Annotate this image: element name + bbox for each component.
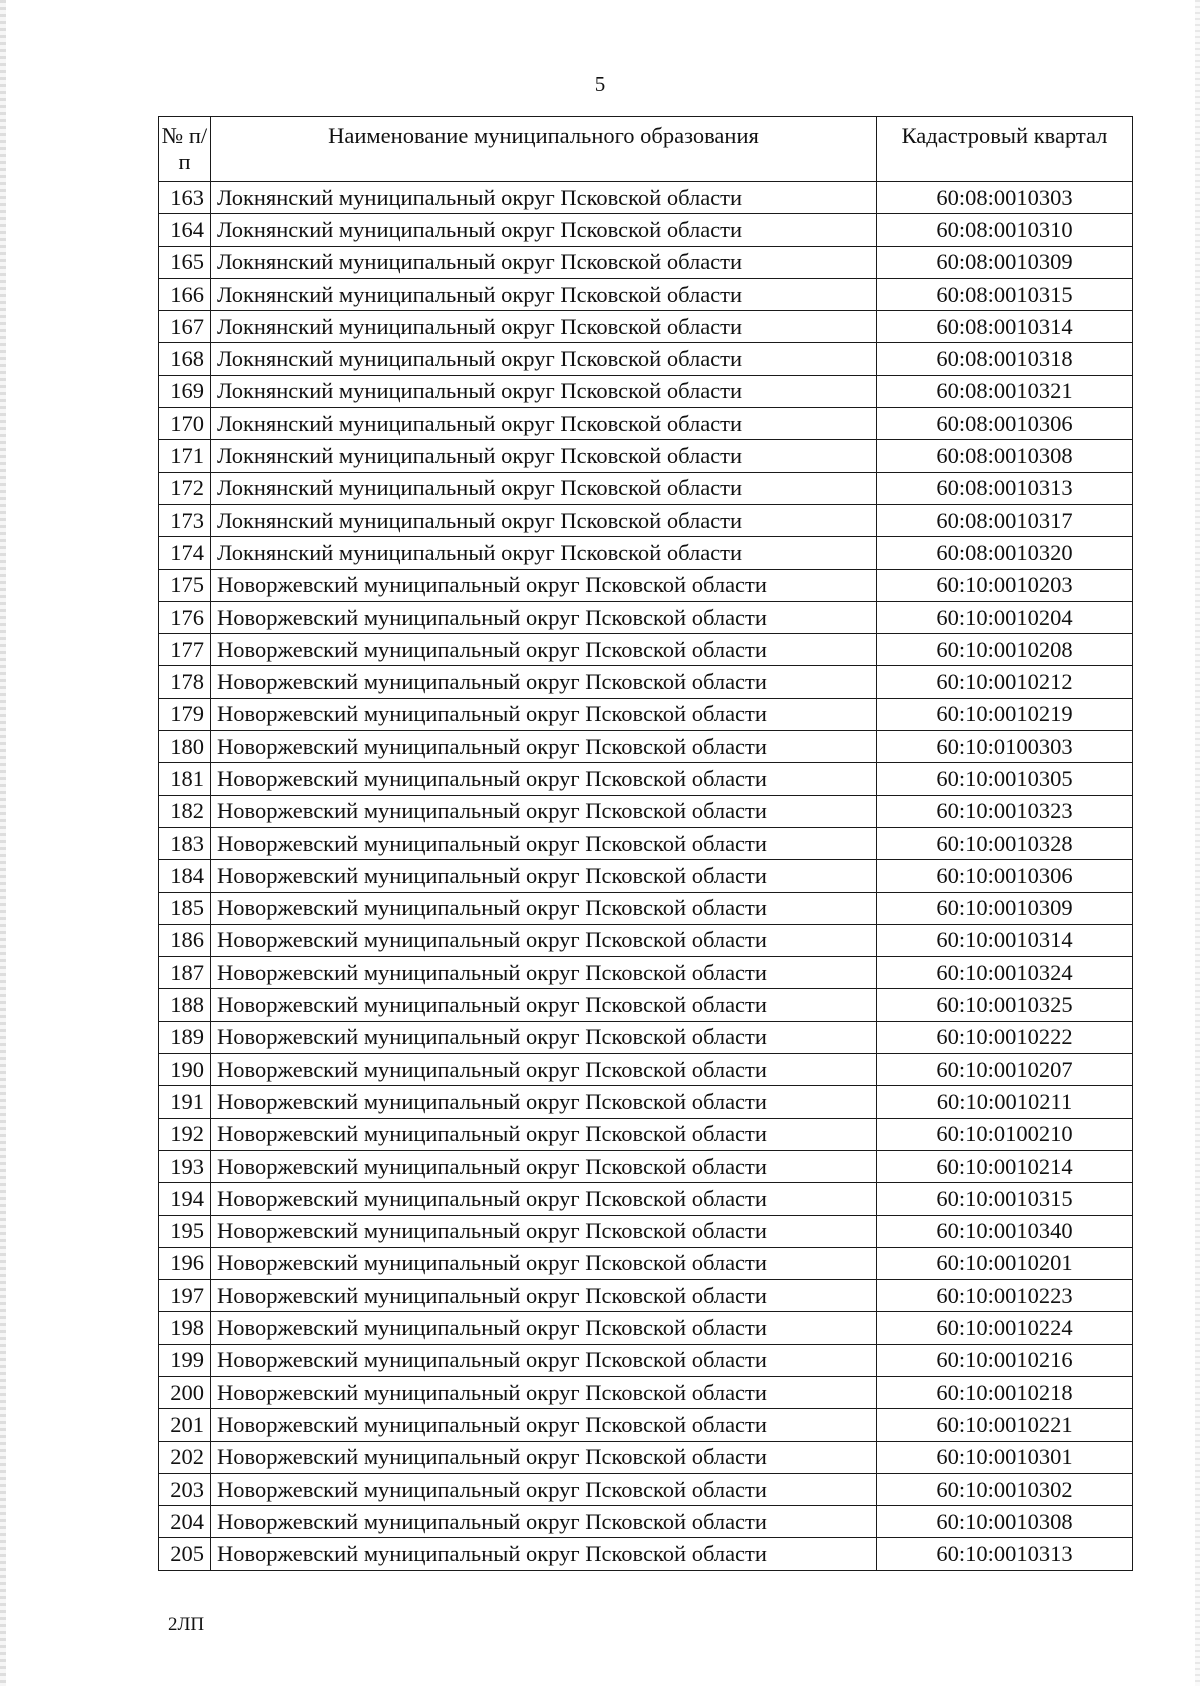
municipality-name: Новоржевский муниципальный округ Псковской области bbox=[211, 892, 877, 924]
cadastral-quarter: 60:10:0010313 bbox=[877, 1538, 1133, 1570]
row-number: 202 bbox=[159, 1441, 211, 1473]
row-number: 177 bbox=[159, 634, 211, 666]
municipality-name: Новоржевский муниципальный округ Псковской области bbox=[211, 1247, 877, 1279]
cadastral-quarter: 60:10:0010224 bbox=[877, 1312, 1133, 1344]
municipality-name: Новоржевский муниципальный округ Псковской области bbox=[211, 1215, 877, 1247]
cadastral-quarter: 60:10:0010323 bbox=[877, 795, 1133, 827]
cadastral-quarter: 60:08:0010308 bbox=[877, 440, 1133, 472]
table-row bbox=[159, 214, 1133, 246]
table-row bbox=[159, 892, 1133, 924]
table-row bbox=[159, 182, 1133, 214]
table-row bbox=[159, 1086, 1133, 1118]
header-number: № п/п bbox=[159, 117, 211, 182]
table-row bbox=[159, 634, 1133, 666]
municipality-name: Новоржевский муниципальный округ Псковской области bbox=[211, 698, 877, 730]
municipality-name: Новоржевский муниципальный округ Псковской области bbox=[211, 924, 877, 956]
cadastral-quarter: 60:08:0010310 bbox=[877, 214, 1133, 246]
table-row bbox=[159, 795, 1133, 827]
table-row bbox=[159, 1215, 1133, 1247]
row-number: 175 bbox=[159, 569, 211, 601]
cadastral-quarter: 60:10:0010340 bbox=[877, 1215, 1133, 1247]
municipality-name: Новоржевский муниципальный округ Псковской области bbox=[211, 860, 877, 892]
cadastral-quarter: 60:10:0010216 bbox=[877, 1344, 1133, 1376]
municipality-name: Локнянский муниципальный округ Псковской области bbox=[211, 182, 877, 214]
cadastral-quarter: 60:10:0010201 bbox=[877, 1247, 1133, 1279]
table-row bbox=[159, 924, 1133, 956]
table-row bbox=[159, 957, 1133, 989]
municipality-name: Новоржевский муниципальный округ Псковской области bbox=[211, 1086, 877, 1118]
row-number: 188 bbox=[159, 989, 211, 1021]
row-number: 191 bbox=[159, 1086, 211, 1118]
municipality-name: Локнянский муниципальный округ Псковской области bbox=[211, 408, 877, 440]
municipality-name: Новоржевский муниципальный округ Псковской области bbox=[211, 989, 877, 1021]
table-row bbox=[159, 1247, 1133, 1279]
table-row bbox=[159, 504, 1133, 536]
cadastral-quarter: 60:08:0010303 bbox=[877, 182, 1133, 214]
row-number: 169 bbox=[159, 375, 211, 407]
municipality-name: Новоржевский муниципальный округ Псковской области bbox=[211, 1441, 877, 1473]
table-row bbox=[159, 1376, 1133, 1408]
municipality-name: Новоржевский муниципальный округ Псковской области bbox=[211, 1054, 877, 1086]
table-row bbox=[159, 1506, 1133, 1538]
row-number: 192 bbox=[159, 1118, 211, 1150]
row-number: 204 bbox=[159, 1506, 211, 1538]
cadastral-quarter: 60:08:0010317 bbox=[877, 504, 1133, 536]
municipality-name: Новоржевский муниципальный округ Псковской области bbox=[211, 763, 877, 795]
cadastral-quarter: 60:10:0100210 bbox=[877, 1118, 1133, 1150]
row-number: 168 bbox=[159, 343, 211, 375]
table-header-row bbox=[159, 117, 1133, 182]
cadastral-quarter: 60:10:0010203 bbox=[877, 569, 1133, 601]
cadastral-quarter: 60:10:0010309 bbox=[877, 892, 1133, 924]
scan-edge-left bbox=[0, 0, 6, 1686]
municipality-name: Локнянский муниципальный округ Псковской области bbox=[211, 440, 877, 472]
row-number: 181 bbox=[159, 763, 211, 795]
municipality-name: Новоржевский муниципальный округ Псковской области bbox=[211, 1473, 877, 1505]
cadastral-quarter: 60:08:0010315 bbox=[877, 278, 1133, 310]
table-row bbox=[159, 472, 1133, 504]
cadastral-quarter: 60:10:0010214 bbox=[877, 1150, 1133, 1182]
cadastral-quarter: 60:10:0010301 bbox=[877, 1441, 1133, 1473]
municipality-name: Новоржевский муниципальный округ Псковской области bbox=[211, 1506, 877, 1538]
row-number: 196 bbox=[159, 1247, 211, 1279]
cadastral-quarter: 60:10:0010221 bbox=[877, 1409, 1133, 1441]
cadastral-quarter: 60:08:0010313 bbox=[877, 472, 1133, 504]
cadastral-quarter: 60:10:0010324 bbox=[877, 957, 1133, 989]
row-number: 201 bbox=[159, 1409, 211, 1441]
row-number: 186 bbox=[159, 924, 211, 956]
cadastral-quarter: 60:10:0010223 bbox=[877, 1280, 1133, 1312]
municipality-name: Новоржевский муниципальный округ Псковской области bbox=[211, 666, 877, 698]
row-number: 199 bbox=[159, 1344, 211, 1376]
municipality-name: Новоржевский муниципальный округ Псковской области bbox=[211, 1376, 877, 1408]
cadastral-quarter: 60:10:0100303 bbox=[877, 731, 1133, 763]
cadastral-quarter: 60:10:0010211 bbox=[877, 1086, 1133, 1118]
cadastral-quarter: 60:08:0010314 bbox=[877, 311, 1133, 343]
municipality-name: Новоржевский муниципальный округ Псковской области bbox=[211, 1344, 877, 1376]
cadastral-quarter: 60:10:0010308 bbox=[877, 1506, 1133, 1538]
row-number: 167 bbox=[159, 311, 211, 343]
page-number: 5 bbox=[594, 72, 606, 96]
table-row bbox=[159, 989, 1133, 1021]
table-row bbox=[159, 246, 1133, 278]
table-row bbox=[159, 440, 1133, 472]
municipality-name: Локнянский муниципальный округ Псковской области bbox=[211, 472, 877, 504]
table-row bbox=[159, 569, 1133, 601]
cadastral-quarter: 60:10:0010222 bbox=[877, 1021, 1133, 1053]
table-row bbox=[159, 1473, 1133, 1505]
row-number: 174 bbox=[159, 537, 211, 569]
table-row bbox=[159, 763, 1133, 795]
row-number: 205 bbox=[159, 1538, 211, 1570]
row-number: 193 bbox=[159, 1150, 211, 1182]
municipality-name: Новоржевский муниципальный округ Псковской области bbox=[211, 731, 877, 763]
row-number: 184 bbox=[159, 860, 211, 892]
row-number: 197 bbox=[159, 1280, 211, 1312]
footer-code: 2ЛП bbox=[168, 1614, 205, 1635]
municipality-name: Новоржевский муниципальный округ Псковской области bbox=[211, 1280, 877, 1312]
row-number: 187 bbox=[159, 957, 211, 989]
scan-edge-right bbox=[1195, 0, 1200, 1686]
header-cadastral-quarter: Кадастровый квартал bbox=[877, 117, 1133, 182]
cadastral-quarter: 60:10:0010218 bbox=[877, 1376, 1133, 1408]
municipality-name: Новоржевский муниципальный округ Псковской области bbox=[211, 1021, 877, 1053]
row-number: 176 bbox=[159, 601, 211, 633]
row-number: 194 bbox=[159, 1183, 211, 1215]
table-row bbox=[159, 731, 1133, 763]
row-number: 163 bbox=[159, 182, 211, 214]
municipality-name: Новоржевский муниципальный округ Псковской области bbox=[211, 634, 877, 666]
cadastral-quarter: 60:10:0010212 bbox=[877, 666, 1133, 698]
municipality-name: Новоржевский муниципальный округ Псковской области bbox=[211, 1312, 877, 1344]
row-number: 165 bbox=[159, 246, 211, 278]
cadastral-quarter: 60:10:0010305 bbox=[877, 763, 1133, 795]
row-number: 182 bbox=[159, 795, 211, 827]
row-number: 164 bbox=[159, 214, 211, 246]
row-number: 178 bbox=[159, 666, 211, 698]
municipality-name: Локнянский муниципальный округ Псковской области bbox=[211, 504, 877, 536]
row-number: 166 bbox=[159, 278, 211, 310]
table-row bbox=[159, 1280, 1133, 1312]
table-row bbox=[159, 1118, 1133, 1150]
table-row bbox=[159, 1312, 1133, 1344]
table-row bbox=[159, 1409, 1133, 1441]
table-row bbox=[159, 343, 1133, 375]
row-number: 190 bbox=[159, 1054, 211, 1086]
municipality-name: Новоржевский муниципальный округ Псковской области bbox=[211, 1538, 877, 1570]
municipality-name: Локнянский муниципальный округ Псковской области bbox=[211, 375, 877, 407]
row-number: 180 bbox=[159, 731, 211, 763]
municipality-name: Новоржевский муниципальный округ Псковской области bbox=[211, 1150, 877, 1182]
table-row bbox=[159, 860, 1133, 892]
table-row bbox=[159, 278, 1133, 310]
municipality-name: Новоржевский муниципальный округ Псковской области bbox=[211, 795, 877, 827]
table-row bbox=[159, 1150, 1133, 1182]
cadastral-quarter: 60:08:0010309 bbox=[877, 246, 1133, 278]
row-number: 195 bbox=[159, 1215, 211, 1247]
cadastral-table bbox=[158, 116, 1133, 1571]
table-row bbox=[159, 1021, 1133, 1053]
municipality-name: Локнянский муниципальный округ Псковской области bbox=[211, 537, 877, 569]
table-row bbox=[159, 311, 1133, 343]
cadastral-quarter: 60:08:0010318 bbox=[877, 343, 1133, 375]
table-row bbox=[159, 1441, 1133, 1473]
cadastral-quarter: 60:10:0010204 bbox=[877, 601, 1133, 633]
municipality-name: Локнянский муниципальный округ Псковской области bbox=[211, 278, 877, 310]
municipality-name: Новоржевский муниципальный округ Псковской области bbox=[211, 1118, 877, 1150]
table-row bbox=[159, 1538, 1133, 1570]
cadastral-quarter: 60:10:0010302 bbox=[877, 1473, 1133, 1505]
table-row bbox=[159, 666, 1133, 698]
municipality-name: Локнянский муниципальный округ Псковской области bbox=[211, 214, 877, 246]
table-row bbox=[159, 375, 1133, 407]
table-body bbox=[159, 182, 1133, 1571]
table-row bbox=[159, 1183, 1133, 1215]
municipality-name: Новоржевский муниципальный округ Псковской области bbox=[211, 1183, 877, 1215]
row-number: 203 bbox=[159, 1473, 211, 1505]
row-number: 189 bbox=[159, 1021, 211, 1053]
table-row bbox=[159, 601, 1133, 633]
municipality-name: Локнянский муниципальный округ Псковской области bbox=[211, 343, 877, 375]
cadastral-quarter: 60:10:0010328 bbox=[877, 827, 1133, 859]
cadastral-quarter: 60:10:0010325 bbox=[877, 989, 1133, 1021]
municipality-name: Новоржевский муниципальный округ Псковской области bbox=[211, 601, 877, 633]
row-number: 170 bbox=[159, 408, 211, 440]
table-row bbox=[159, 408, 1133, 440]
row-number: 179 bbox=[159, 698, 211, 730]
table-row bbox=[159, 827, 1133, 859]
cadastral-quarter: 60:10:0010219 bbox=[877, 698, 1133, 730]
row-number: 183 bbox=[159, 827, 211, 859]
cadastral-quarter: 60:10:0010306 bbox=[877, 860, 1133, 892]
cadastral-quarter: 60:08:0010306 bbox=[877, 408, 1133, 440]
cadastral-quarter: 60:08:0010320 bbox=[877, 537, 1133, 569]
table-row bbox=[159, 537, 1133, 569]
row-number: 172 bbox=[159, 472, 211, 504]
cadastral-quarter: 60:10:0010208 bbox=[877, 634, 1133, 666]
municipality-name: Новоржевский муниципальный округ Псковской области bbox=[211, 569, 877, 601]
row-number: 173 bbox=[159, 504, 211, 536]
row-number: 185 bbox=[159, 892, 211, 924]
row-number: 171 bbox=[159, 440, 211, 472]
header-municipality-name: Наименование муниципального образования bbox=[211, 117, 877, 182]
municipality-name: Локнянский муниципальный округ Псковской области bbox=[211, 246, 877, 278]
municipality-name: Локнянский муниципальный округ Псковской области bbox=[211, 311, 877, 343]
municipality-name: Новоржевский муниципальный округ Псковской области bbox=[211, 957, 877, 989]
table-row bbox=[159, 698, 1133, 730]
cadastral-quarter: 60:10:0010314 bbox=[877, 924, 1133, 956]
row-number: 198 bbox=[159, 1312, 211, 1344]
cadastral-quarter: 60:08:0010321 bbox=[877, 375, 1133, 407]
municipality-name: Новоржевский муниципальный округ Псковской области bbox=[211, 1409, 877, 1441]
municipality-name: Новоржевский муниципальный округ Псковской области bbox=[211, 827, 877, 859]
row-number: 200 bbox=[159, 1376, 211, 1408]
table-row bbox=[159, 1054, 1133, 1086]
cadastral-quarter: 60:10:0010315 bbox=[877, 1183, 1133, 1215]
table-row bbox=[159, 1344, 1133, 1376]
cadastral-quarter: 60:10:0010207 bbox=[877, 1054, 1133, 1086]
